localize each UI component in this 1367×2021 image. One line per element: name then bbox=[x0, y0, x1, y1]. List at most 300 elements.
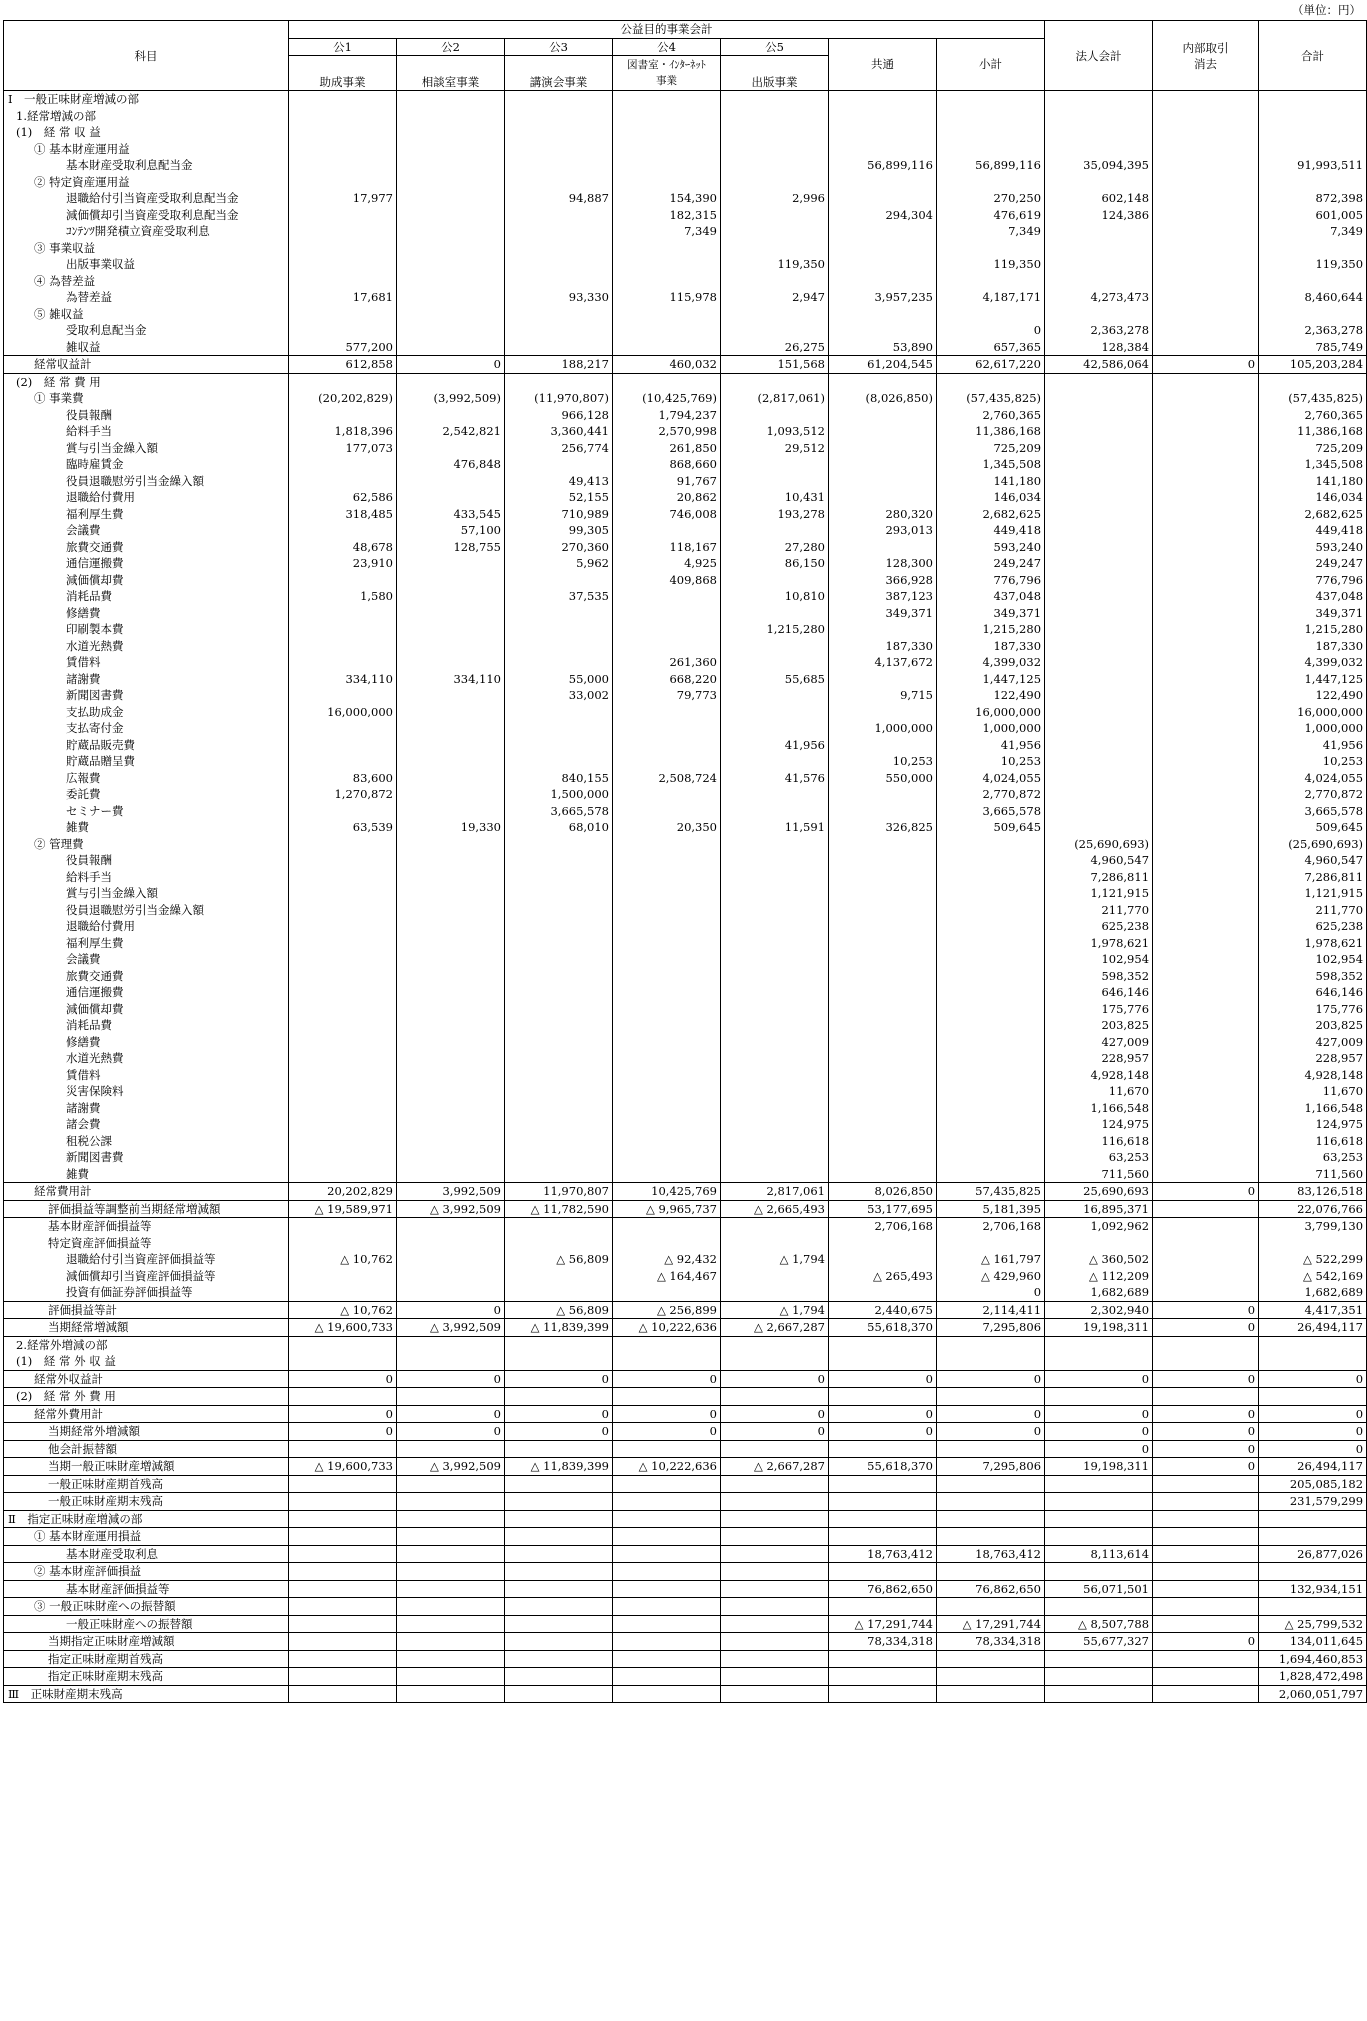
cell-value bbox=[1153, 1200, 1259, 1218]
cell-value bbox=[937, 935, 1045, 952]
cell-value bbox=[289, 1668, 397, 1686]
cell-value bbox=[1153, 489, 1259, 506]
cell-value: 1,121,915 bbox=[1259, 885, 1367, 902]
row-label: 雑費 bbox=[4, 1166, 289, 1183]
cell-value bbox=[397, 704, 505, 721]
row-label: 基本財産評価損益等 bbox=[4, 1580, 289, 1598]
cell-value bbox=[1045, 770, 1153, 787]
table-row bbox=[4, 1475, 1367, 1493]
cell-value bbox=[613, 588, 721, 605]
cell-value: 261,850 bbox=[613, 440, 721, 457]
table-row bbox=[4, 1268, 1367, 1285]
cell-value bbox=[1153, 687, 1259, 704]
cell-value bbox=[397, 440, 505, 457]
cell-value bbox=[721, 1235, 829, 1252]
cell-value bbox=[397, 968, 505, 985]
cell-value bbox=[505, 174, 613, 191]
row-label: 指定正味財産期首残高 bbox=[4, 1650, 289, 1668]
cell-value bbox=[289, 141, 397, 158]
row-label: 投資有価証券評価損益等 bbox=[4, 1284, 289, 1301]
header-subject: 科目 bbox=[4, 21, 289, 91]
cell-value bbox=[829, 1133, 937, 1150]
cell-value bbox=[1153, 1050, 1259, 1067]
cell-value bbox=[829, 1493, 937, 1511]
cell-value bbox=[397, 1650, 505, 1668]
cell-value bbox=[505, 124, 613, 141]
cell-value: 0 bbox=[937, 1405, 1045, 1423]
cell-value bbox=[289, 157, 397, 174]
row-label: 基本財産受取利息 bbox=[4, 1545, 289, 1563]
row-label: ② 特定資産運用益 bbox=[4, 174, 289, 191]
cell-value: 20,202,829 bbox=[289, 1183, 397, 1201]
cell-value bbox=[613, 1001, 721, 1018]
cell-value bbox=[613, 935, 721, 952]
cell-value: 4,137,672 bbox=[829, 654, 937, 671]
cell-value bbox=[289, 1017, 397, 1034]
cell-value: 1,978,621 bbox=[1259, 935, 1367, 952]
cell-value: 119,350 bbox=[721, 256, 829, 273]
cell-value bbox=[613, 1116, 721, 1133]
cell-value bbox=[289, 1284, 397, 1301]
cell-value bbox=[1045, 720, 1153, 737]
table-row bbox=[4, 555, 1367, 572]
row-label: 会議費 bbox=[4, 522, 289, 539]
cell-value: 4,928,148 bbox=[1259, 1067, 1367, 1084]
cell-value bbox=[289, 1050, 397, 1067]
cell-value: 175,776 bbox=[1259, 1001, 1367, 1018]
cell-value: 132,934,151 bbox=[1259, 1580, 1367, 1598]
cell-value: 2,682,625 bbox=[937, 506, 1045, 523]
cell-value bbox=[1153, 223, 1259, 240]
cell-value bbox=[505, 1336, 613, 1353]
cell-value bbox=[613, 1235, 721, 1252]
row-label: 評価損益等調整前当期経常増減額 bbox=[4, 1200, 289, 1218]
row-label: 消耗品費 bbox=[4, 1017, 289, 1034]
cell-value bbox=[1153, 1116, 1259, 1133]
cell-value bbox=[829, 1563, 937, 1581]
cell-value: 1,682,689 bbox=[1045, 1284, 1153, 1301]
cell-value bbox=[1153, 588, 1259, 605]
cell-value bbox=[829, 1166, 937, 1183]
row-label: (1) 経 常 収 益 bbox=[4, 124, 289, 141]
cell-value bbox=[613, 1580, 721, 1598]
cell-value: 0 bbox=[1153, 1458, 1259, 1476]
table-row bbox=[4, 1685, 1367, 1703]
cell-value bbox=[721, 968, 829, 985]
cell-value bbox=[1045, 1563, 1153, 1581]
cell-value: 7,349 bbox=[1259, 223, 1367, 240]
cell-value bbox=[289, 605, 397, 622]
table-row bbox=[4, 1440, 1367, 1458]
cell-value: 872,398 bbox=[1259, 190, 1367, 207]
cell-value bbox=[829, 1100, 937, 1117]
cell-value: 1,682,689 bbox=[1259, 1284, 1367, 1301]
cell-value bbox=[289, 885, 397, 902]
cell-value bbox=[397, 322, 505, 339]
cell-value bbox=[289, 1034, 397, 1051]
statement-table bbox=[3, 20, 1367, 1703]
cell-value bbox=[505, 918, 613, 935]
cell-value: 3,799,130 bbox=[1259, 1218, 1367, 1235]
cell-value bbox=[397, 1475, 505, 1493]
cell-value: 187,330 bbox=[1259, 638, 1367, 655]
cell-value: 20,350 bbox=[613, 819, 721, 836]
cell-value bbox=[289, 1388, 397, 1406]
cell-value: △ 9,965,737 bbox=[613, 1200, 721, 1218]
table-row bbox=[4, 1405, 1367, 1423]
cell-value: △ 522,299 bbox=[1259, 1251, 1367, 1268]
cell-value bbox=[721, 1100, 829, 1117]
cell-value bbox=[613, 1493, 721, 1511]
cell-value: 2,542,821 bbox=[397, 423, 505, 440]
cell-value bbox=[289, 1083, 397, 1100]
cell-value bbox=[721, 1218, 829, 1235]
cell-value bbox=[289, 1268, 397, 1285]
table-row bbox=[4, 621, 1367, 638]
cell-value: 1,447,125 bbox=[1259, 671, 1367, 688]
cell-value bbox=[397, 1149, 505, 1166]
cell-value: 625,238 bbox=[1259, 918, 1367, 935]
cell-value bbox=[397, 1268, 505, 1285]
table-row bbox=[4, 1017, 1367, 1034]
header-elim-line2: 消去 bbox=[1194, 56, 1218, 71]
header-name-4-line2: 事業 bbox=[656, 75, 677, 87]
cell-value: 427,009 bbox=[1045, 1034, 1153, 1051]
cell-value bbox=[721, 322, 829, 339]
cell-value bbox=[613, 1336, 721, 1353]
cell-value: 141,180 bbox=[937, 473, 1045, 490]
cell-value bbox=[289, 522, 397, 539]
cell-value: (11,970,807) bbox=[505, 390, 613, 407]
cell-value: 26,877,026 bbox=[1259, 1545, 1367, 1563]
cell-value bbox=[397, 240, 505, 257]
cell-value bbox=[613, 1100, 721, 1117]
header-code-5: 公5 bbox=[721, 38, 829, 56]
cell-value bbox=[937, 1336, 1045, 1353]
cell-value bbox=[613, 124, 721, 141]
cell-value bbox=[289, 124, 397, 141]
cell-value bbox=[937, 1133, 1045, 1150]
cell-value bbox=[289, 1493, 397, 1511]
cell-value: 0 bbox=[721, 1370, 829, 1388]
table-row bbox=[4, 654, 1367, 671]
cell-value: △ 429,960 bbox=[937, 1268, 1045, 1285]
cell-value bbox=[397, 91, 505, 108]
cell-value bbox=[1153, 935, 1259, 952]
cell-value bbox=[829, 373, 937, 390]
cell-value bbox=[721, 869, 829, 886]
cell-value bbox=[721, 885, 829, 902]
cell-value: 256,774 bbox=[505, 440, 613, 457]
cell-value bbox=[505, 1493, 613, 1511]
cell-value: △ 3,992,509 bbox=[397, 1458, 505, 1476]
cell-value: △ 11,839,399 bbox=[505, 1319, 613, 1337]
cell-value bbox=[829, 306, 937, 323]
cell-value bbox=[721, 1650, 829, 1668]
cell-value: 0 bbox=[829, 1405, 937, 1423]
cell-value bbox=[505, 1133, 613, 1150]
cell-value: 10,253 bbox=[1259, 753, 1367, 770]
cell-value bbox=[289, 753, 397, 770]
table-row bbox=[4, 918, 1367, 935]
cell-value bbox=[829, 190, 937, 207]
cell-value bbox=[505, 373, 613, 390]
cell-value bbox=[505, 704, 613, 721]
cell-value bbox=[289, 968, 397, 985]
cell-value bbox=[937, 984, 1045, 1001]
cell-value: 93,330 bbox=[505, 289, 613, 306]
cell-value: 1,828,472,498 bbox=[1259, 1668, 1367, 1686]
row-label: (1) 経 常 外 収 益 bbox=[4, 1353, 289, 1370]
cell-value bbox=[289, 240, 397, 257]
cell-value bbox=[721, 836, 829, 853]
cell-value bbox=[613, 1633, 721, 1651]
cell-value bbox=[613, 704, 721, 721]
cell-value bbox=[829, 1251, 937, 1268]
cell-value bbox=[1045, 91, 1153, 108]
table-row bbox=[4, 407, 1367, 424]
cell-value: 119,350 bbox=[937, 256, 1045, 273]
cell-value: 211,770 bbox=[1259, 902, 1367, 919]
table-row bbox=[4, 539, 1367, 556]
cell-value bbox=[397, 852, 505, 869]
cell-value bbox=[937, 174, 1045, 191]
table-row bbox=[4, 1493, 1367, 1511]
cell-value: 78,334,318 bbox=[937, 1633, 1045, 1651]
cell-value: (25,690,693) bbox=[1259, 836, 1367, 853]
cell-value: 550,000 bbox=[829, 770, 937, 787]
cell-value bbox=[1045, 240, 1153, 257]
cell-value bbox=[937, 306, 1045, 323]
row-label: ③ 事業収益 bbox=[4, 240, 289, 257]
cell-value bbox=[613, 720, 721, 737]
cell-value bbox=[937, 240, 1045, 257]
cell-value: 119,350 bbox=[1259, 256, 1367, 273]
cell-value bbox=[505, 1650, 613, 1668]
cell-value bbox=[1045, 621, 1153, 638]
cell-value bbox=[397, 339, 505, 356]
cell-value bbox=[397, 918, 505, 935]
cell-value bbox=[829, 737, 937, 754]
cell-value bbox=[721, 1133, 829, 1150]
cell-value bbox=[397, 803, 505, 820]
cell-value: 349,371 bbox=[829, 605, 937, 622]
cell-value bbox=[289, 373, 397, 390]
cell-value bbox=[829, 223, 937, 240]
row-label: 通信運搬費 bbox=[4, 984, 289, 1001]
cell-value: 0 bbox=[1045, 1405, 1153, 1423]
cell-value bbox=[1153, 423, 1259, 440]
cell-value: 0 bbox=[505, 1370, 613, 1388]
table-row bbox=[4, 1353, 1367, 1370]
table-row bbox=[4, 968, 1367, 985]
cell-value: △ 265,493 bbox=[829, 1268, 937, 1285]
table-row bbox=[4, 1284, 1367, 1301]
cell-value: △ 161,797 bbox=[937, 1251, 1045, 1268]
cell-value bbox=[829, 836, 937, 853]
cell-value: △ 112,209 bbox=[1045, 1268, 1153, 1285]
cell-value: 55,677,327 bbox=[1045, 1633, 1153, 1651]
cell-value: 11,386,168 bbox=[937, 423, 1045, 440]
row-label: セミナー費 bbox=[4, 803, 289, 820]
cell-value: 2,760,365 bbox=[1259, 407, 1367, 424]
cell-value bbox=[721, 1050, 829, 1067]
cell-value: 3,360,441 bbox=[505, 423, 613, 440]
cell-value bbox=[397, 572, 505, 589]
cell-value bbox=[1259, 1563, 1367, 1581]
cell-value: (25,690,693) bbox=[1045, 836, 1153, 853]
cell-value bbox=[397, 737, 505, 754]
cell-value bbox=[397, 902, 505, 919]
cell-value bbox=[1045, 671, 1153, 688]
cell-value bbox=[829, 124, 937, 141]
table-row bbox=[4, 273, 1367, 290]
cell-value bbox=[721, 522, 829, 539]
row-label: 経常収益計 bbox=[4, 356, 289, 374]
table-row bbox=[4, 141, 1367, 158]
cell-value: 593,240 bbox=[1259, 539, 1367, 556]
row-label: 一般正味財産期首残高 bbox=[4, 1475, 289, 1493]
cell-value bbox=[937, 141, 1045, 158]
cell-value bbox=[1153, 737, 1259, 754]
table-row bbox=[4, 902, 1367, 919]
cell-value bbox=[829, 1034, 937, 1051]
cell-value bbox=[937, 1149, 1045, 1166]
cell-value: 20,862 bbox=[613, 489, 721, 506]
cell-value: 41,956 bbox=[721, 737, 829, 754]
cell-value: 187,330 bbox=[937, 638, 1045, 655]
cell-value bbox=[1153, 852, 1259, 869]
table-row bbox=[4, 256, 1367, 273]
cell-value: 23,910 bbox=[289, 555, 397, 572]
cell-value bbox=[613, 885, 721, 902]
cell-value: 76,862,650 bbox=[937, 1580, 1045, 1598]
cell-value: 5,962 bbox=[505, 555, 613, 572]
cell-value bbox=[397, 836, 505, 853]
cell-value bbox=[1153, 157, 1259, 174]
row-label: 貯蔵品贈呈費 bbox=[4, 753, 289, 770]
cell-value: △ 11,782,590 bbox=[505, 1200, 613, 1218]
cell-value bbox=[289, 1563, 397, 1581]
cell-value bbox=[1153, 91, 1259, 108]
cell-value: 1,345,508 bbox=[937, 456, 1045, 473]
cell-value: △ 8,507,788 bbox=[1045, 1615, 1153, 1633]
cell-value: 437,048 bbox=[937, 588, 1045, 605]
cell-value: 2,302,940 bbox=[1045, 1301, 1153, 1319]
cell-value: 2,440,675 bbox=[829, 1301, 937, 1319]
cell-value bbox=[721, 902, 829, 919]
cell-value bbox=[937, 1050, 1045, 1067]
cell-value bbox=[1153, 306, 1259, 323]
cell-value: 2,770,872 bbox=[937, 786, 1045, 803]
table-row bbox=[4, 423, 1367, 440]
cell-value bbox=[505, 91, 613, 108]
cell-value bbox=[1259, 108, 1367, 125]
cell-value bbox=[289, 1067, 397, 1084]
cell-value: 0 bbox=[937, 322, 1045, 339]
cell-value: 509,645 bbox=[937, 819, 1045, 836]
cell-value bbox=[505, 456, 613, 473]
cell-value bbox=[1045, 407, 1153, 424]
cell-value bbox=[721, 753, 829, 770]
cell-value: 449,418 bbox=[937, 522, 1045, 539]
cell-value: 83,126,518 bbox=[1259, 1183, 1367, 1201]
cell-value: 593,240 bbox=[937, 539, 1045, 556]
table-row bbox=[4, 356, 1367, 374]
cell-value bbox=[289, 322, 397, 339]
cell-value: 4,928,148 bbox=[1045, 1067, 1153, 1084]
row-label: 水道光熱費 bbox=[4, 638, 289, 655]
table-row bbox=[4, 506, 1367, 523]
cell-value: 776,796 bbox=[937, 572, 1045, 589]
cell-value bbox=[505, 1563, 613, 1581]
header-code-3: 公3 bbox=[505, 38, 613, 56]
cell-value bbox=[1045, 555, 1153, 572]
cell-value bbox=[1045, 1650, 1153, 1668]
cell-value bbox=[289, 1510, 397, 1528]
cell-value: 68,010 bbox=[505, 819, 613, 836]
cell-value bbox=[829, 1475, 937, 1493]
cell-value bbox=[613, 1510, 721, 1528]
cell-value bbox=[1153, 190, 1259, 207]
cell-value bbox=[829, 489, 937, 506]
cell-value bbox=[1045, 1235, 1153, 1252]
cell-value bbox=[397, 885, 505, 902]
cell-value bbox=[1045, 819, 1153, 836]
cell-value: 48,678 bbox=[289, 539, 397, 556]
cell-value bbox=[505, 1353, 613, 1370]
row-label: 基本財産受取利息配当金 bbox=[4, 157, 289, 174]
cell-value bbox=[1045, 539, 1153, 556]
cell-value bbox=[1153, 273, 1259, 290]
cell-value: 0 bbox=[1153, 1405, 1259, 1423]
table-row bbox=[4, 1116, 1367, 1133]
cell-value bbox=[1259, 1510, 1367, 1528]
table-row bbox=[4, 1100, 1367, 1117]
cell-value bbox=[289, 687, 397, 704]
cell-value bbox=[505, 935, 613, 952]
cell-value bbox=[937, 869, 1045, 886]
cell-value bbox=[289, 174, 397, 191]
cell-value bbox=[1045, 124, 1153, 141]
cell-value bbox=[937, 1440, 1045, 1458]
cell-value bbox=[397, 588, 505, 605]
cell-value bbox=[721, 91, 829, 108]
cell-value: 0 bbox=[1259, 1423, 1367, 1441]
cell-value: 83,600 bbox=[289, 770, 397, 787]
cell-value bbox=[1259, 141, 1367, 158]
cell-value bbox=[505, 1218, 613, 1235]
cell-value bbox=[1259, 273, 1367, 290]
cell-value bbox=[1045, 605, 1153, 622]
cell-value: 76,862,650 bbox=[829, 1580, 937, 1598]
cell-value: 1,345,508 bbox=[1259, 456, 1367, 473]
row-label: 役員報酬 bbox=[4, 407, 289, 424]
row-label: 印刷製本費 bbox=[4, 621, 289, 638]
cell-value bbox=[721, 1563, 829, 1581]
cell-value bbox=[1045, 803, 1153, 820]
cell-value bbox=[505, 720, 613, 737]
row-label: 消耗品費 bbox=[4, 588, 289, 605]
cell-value bbox=[937, 1001, 1045, 1018]
cell-value bbox=[613, 803, 721, 820]
cell-value: 0 bbox=[397, 1405, 505, 1423]
cell-value: 0 bbox=[1153, 1183, 1259, 1201]
cell-value: 11,670 bbox=[1259, 1083, 1367, 1100]
cell-value: △ 56,809 bbox=[505, 1251, 613, 1268]
cell-value bbox=[505, 1528, 613, 1546]
cell-value: 61,204,545 bbox=[829, 356, 937, 374]
